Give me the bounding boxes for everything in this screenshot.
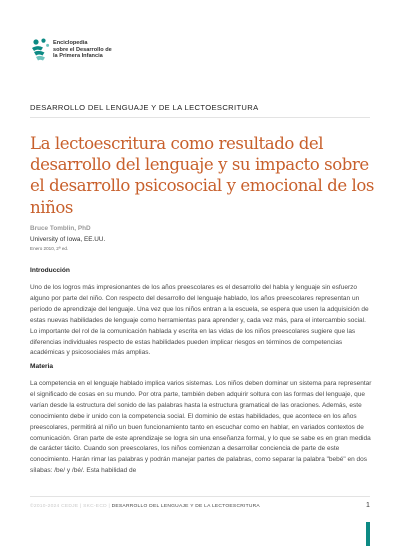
logo-line-3: la Primera Infancia (53, 53, 103, 60)
publication-date: Enero 2010, 2ª ed. (30, 246, 69, 251)
logo-line-1: Enciclopedia (53, 40, 88, 46)
footer-copyright: ©2010-2024 CEDJE | SKC-ECD | (30, 504, 111, 509)
article-title: La lectoescritura como resultado del desarrollo del lenguaje y su impacto sobre el desarrollo psicosocial y emocional de los niños (30, 134, 374, 217)
encyclopedia-logo (30, 37, 112, 63)
accent-bar (366, 522, 370, 546)
intro-heading: Introducción (30, 267, 70, 274)
footer (30, 504, 260, 509)
header-divider (30, 117, 370, 118)
materia-paragraph: La competencia en el lenguaje hablado implica varios sistemas. Los niños deben dominar un sistema para representar el significado de cosas en su mundo. Por otra parte, también deben adquirir soltura con las formas del lenguaje, que varían desde la estructura del sonido de las palabras hasta la estructura gramatical de las oraciones. Además, este conocimiento debe ir unido con la competencia social. El dominio de estas habilidades, que acontece en los años preescolares, permitirá al niño un buen funcionamiento tanto en escuchar como en hablar, en variados contextos de comunicación. Gran parte de este aprendizaje se logra sin una enseñanza formal, y lo que se sabe es en gran medida de carácter tácito. Cuando son preescolares, los niños comienzan a desarrollar conciencia de parte de este conocimiento. Harán rimar las palabras y podrán manejar partes de palabras, como separar la palabra "bebé" en dos sílabas: /be/ y /bé/. Esta habilidad de (30, 380, 372, 475)
materia-heading: Materia (30, 363, 54, 370)
author-name: Bruce Tomblin, PhD (30, 225, 91, 232)
footer-section-title: DESARROLLO DEL LENGUAJE Y DE LA LECTOESCRITURA (111, 504, 260, 509)
page-number: 1 (366, 502, 370, 509)
encyclopedia-logo-icon (30, 37, 50, 63)
footer-divider (30, 496, 370, 497)
logo-line-2: sobre el Desarrollo de (53, 46, 112, 53)
section-header: DESARROLLO DEL LENGUAJE Y DE LA LECTOESCRITURA (30, 103, 259, 112)
intro-paragraph: Uno de los logros más impresionantes de los años preescolares es el desarrollo del habla y lenguaje sin esfuerzo alguno por parte del niño. Con respecto del desarrollo del lenguaje hablado, los años preescolares representan un período de aprendizaje del lenguaje. Una vez que los niños entran a la escuela, se espera que usen la adquisición de estas nuevas habilidades de lenguaje como herramientas para aprender y, cada vez más, para el intercambio social. Lo importante del rol de la comunicación hablada y escrita en las vidas de los niños preescolares sugiere que las diferencias individuales respecto de estas habilidades pueden implicar riesgos en términos de competencias académicas y psicosociales más amplias. (30, 284, 369, 357)
author-affiliation: University of Iowa, EE.UU. (30, 236, 106, 243)
logo-text (53, 37, 112, 60)
